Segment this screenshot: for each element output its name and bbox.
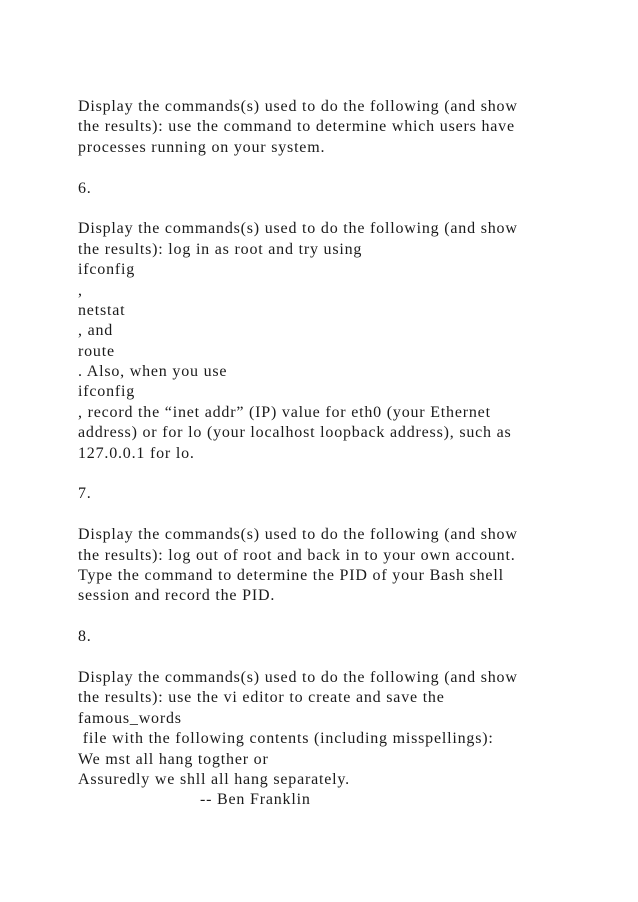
blank-line: [78, 505, 618, 525]
quote-attribution: -- Ben Franklin: [200, 791, 311, 809]
text-line: session and record the PID.: [78, 587, 276, 605]
text-line: the results): use the vi editor to create and save the: [78, 689, 445, 707]
blank-line: [78, 464, 618, 484]
text-line: address) or for lo (your localhost loopback address), such as: [78, 424, 512, 442]
document-body: [78, 97, 618, 811]
text-line: , and: [78, 322, 114, 340]
text-line: 127.0.0.1 for lo.: [78, 444, 195, 462]
question-number: 6.: [78, 179, 92, 197]
blank-line: [78, 158, 618, 178]
text-line: Display the commands(s) used to do the following (and show: [78, 98, 518, 115]
question-number: 8.: [78, 628, 92, 646]
text-line: Type the command to determine the PID of your Bash shell: [78, 566, 504, 584]
text-line: processes running on your system.: [78, 138, 326, 156]
text-line: the results): use the command to determine which users have: [78, 118, 515, 136]
text-line: famous_words: [78, 709, 182, 727]
text-line: the results): log out of root and back in to your own account.: [78, 546, 516, 564]
blank-line: [78, 199, 618, 219]
text-line: the results): log in as root and try using: [78, 240, 363, 258]
text-line: We mst all hang togther or: [78, 750, 269, 768]
text-line: Display the commands(s) used to do the following (and show: [78, 526, 518, 544]
question-number: 7.: [78, 485, 92, 503]
blank-line: [78, 648, 618, 668]
text-line: route: [78, 342, 115, 360]
text-line: ,: [78, 281, 83, 299]
text-line: Display the commands(s) used to do the following (and show: [78, 668, 518, 686]
text-line: file with the following contents (including misspellings):: [78, 730, 494, 748]
text-line: Assuredly we shll all hang separately.: [78, 770, 350, 788]
text-line: Display the commands(s) used to do the following (and show: [78, 220, 518, 238]
text-line: ifconfig: [78, 261, 136, 279]
text-line: netstat: [78, 301, 126, 319]
text-line: . Also, when you use: [78, 363, 228, 381]
blank-line: [78, 607, 618, 627]
text-line: ifconfig: [78, 383, 136, 401]
text-line: , record the “inet addr” (IP) value for eth0 (your Ethernet: [78, 403, 491, 421]
